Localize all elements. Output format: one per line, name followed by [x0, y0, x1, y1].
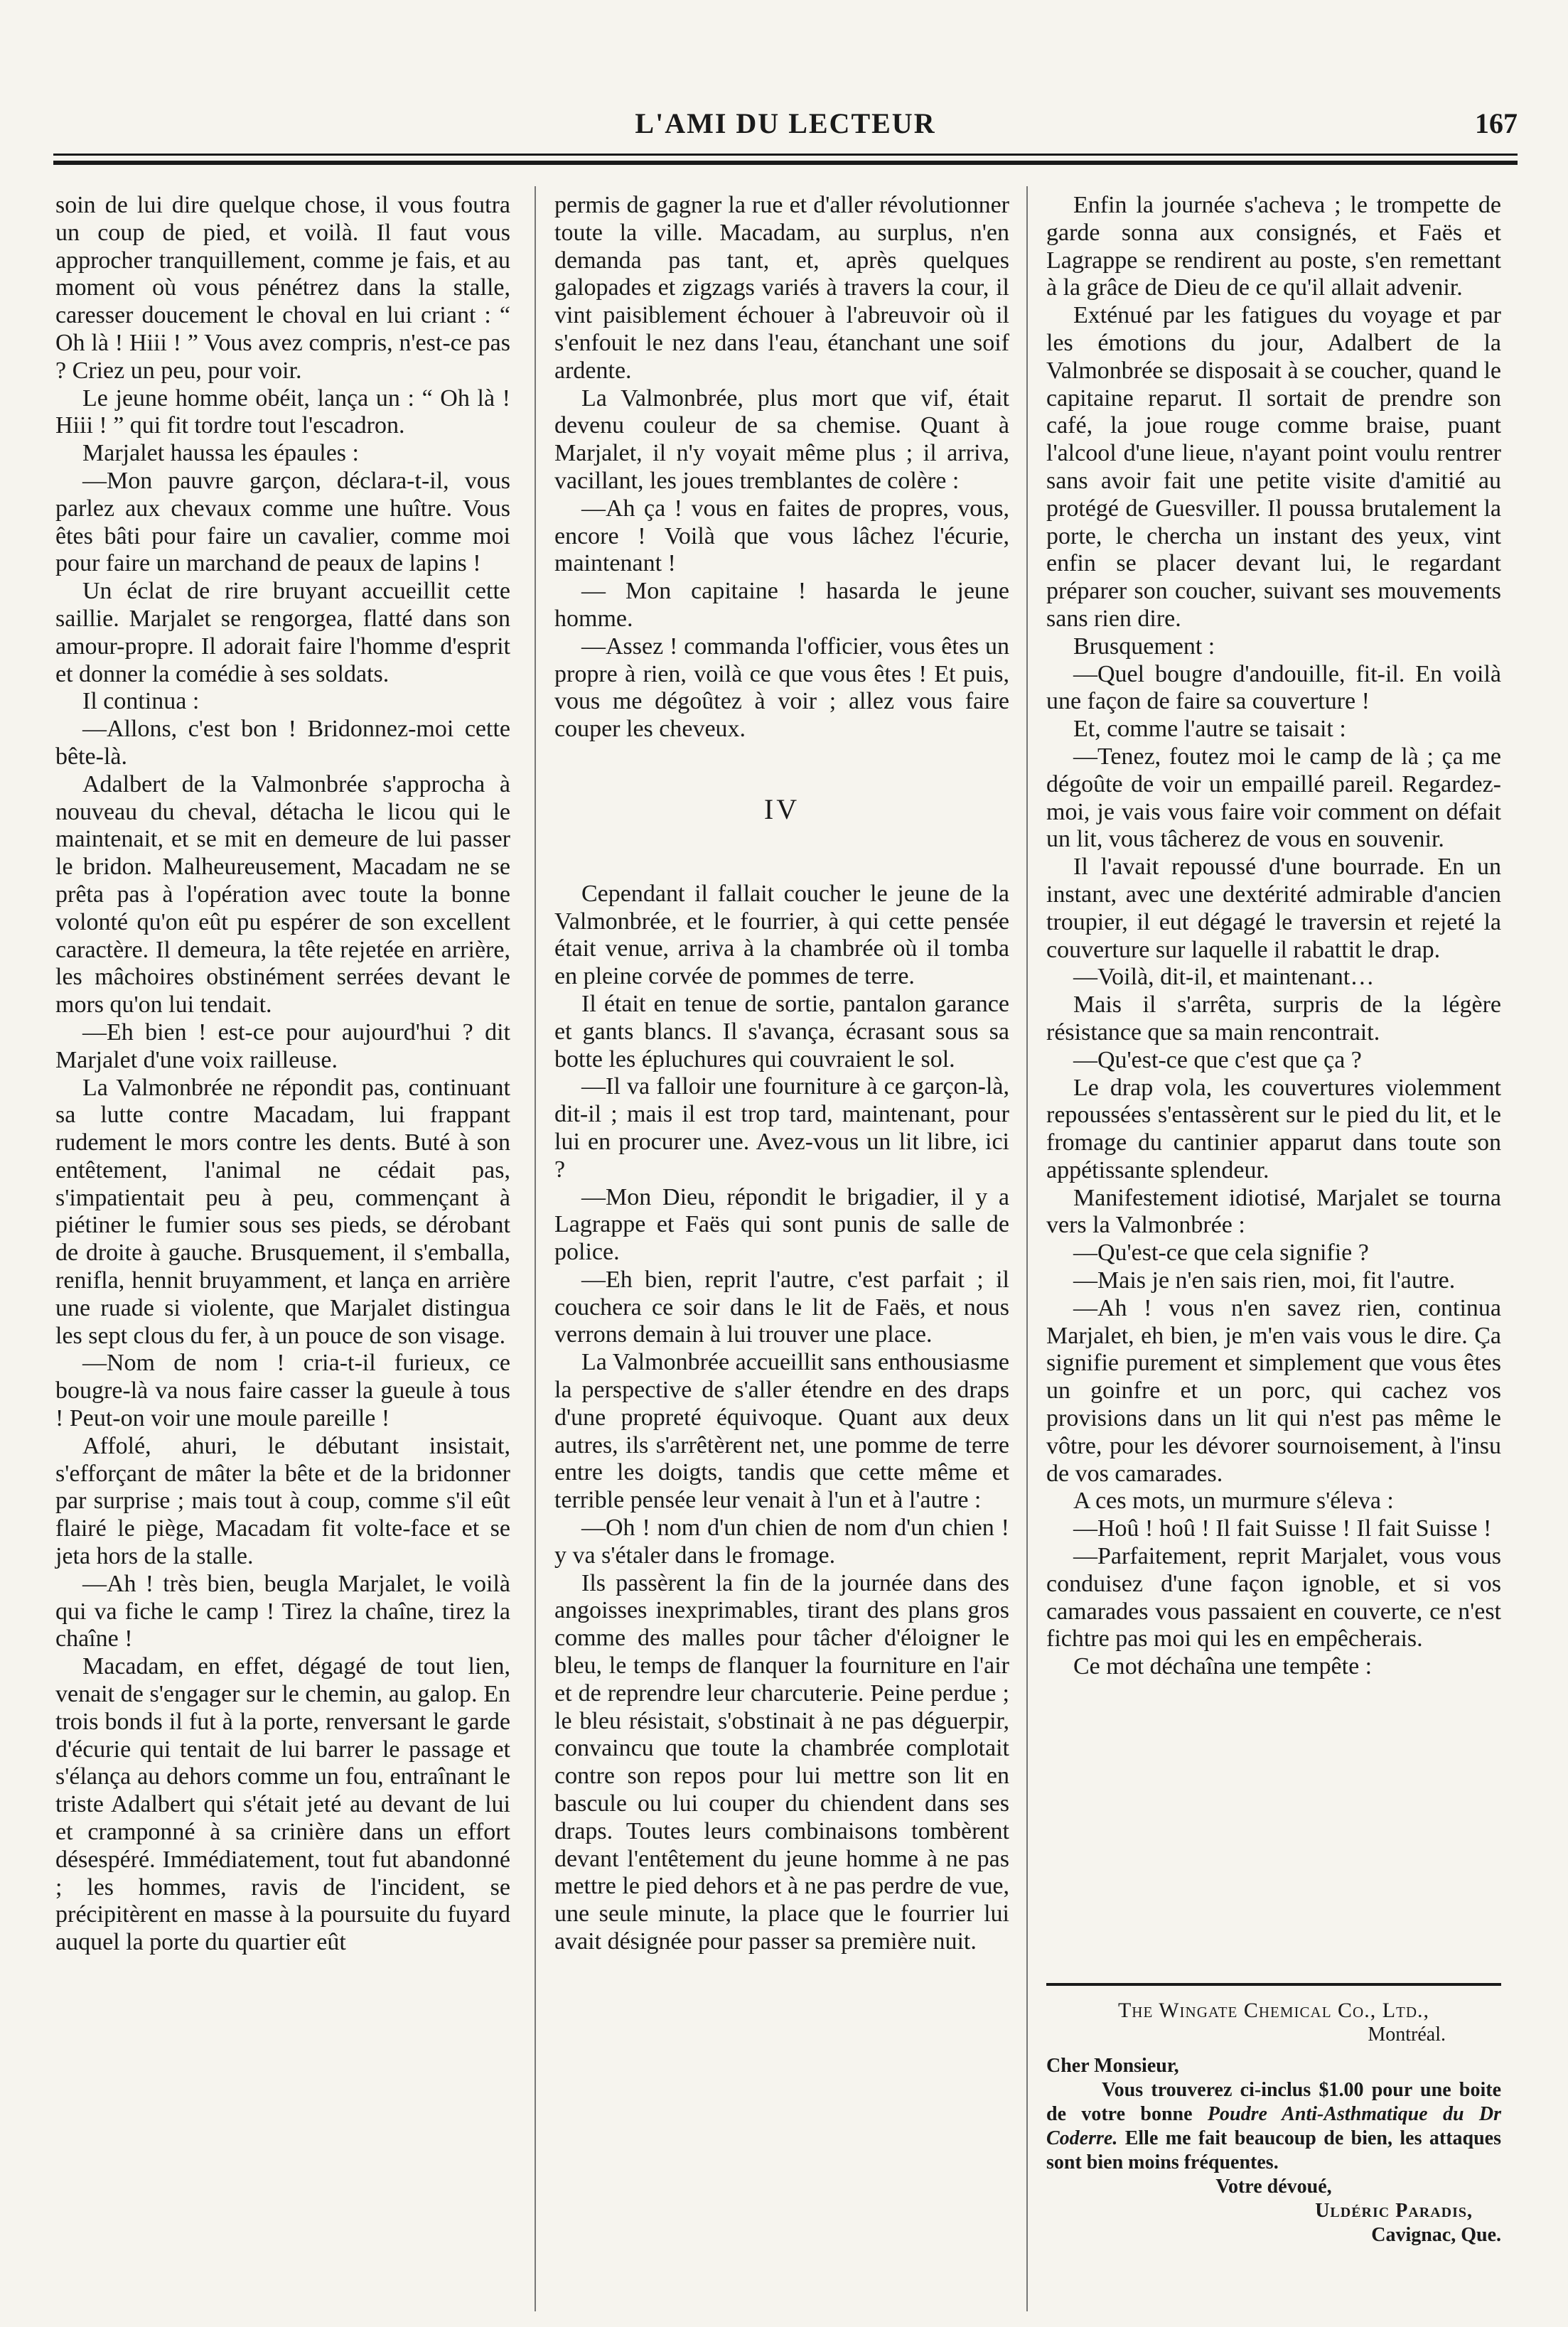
paragraph: Ils passèrent la fin de la journée dans des angoisses inexprimables, tirant des plans gros comme des malles pour tâcher d'éloigner le bleu, le temps de flanquer la fourniture en l'air et de reprendre leur charcuterie. Peine perdue ; le bleu résistait, s'obstinait à ne pas déguerpir, convaincu que toute la chambrée complotait contre son repos pour lui mettre son lit en bascule ou lui couper du chiendent dans ses draps. Toutes leurs combinaisons tombèrent devant l'entêtement du jeune homme à ne pas mettre le pied dehors et à ne pas perdre de vue, une seule minute, la place que le fourrier lui avait désignée pour passer sa première nuit.: [554, 1569, 1009, 1955]
ad-city: Montréal.: [1368, 2024, 1446, 2046]
column-2-bottom: [554, 881, 1009, 1956]
column-separator: [535, 186, 536, 2311]
advertisement-rule: [1046, 1983, 1501, 1986]
paragraph: —Qu'est-ce que c'est que ça ?: [1073, 1046, 1362, 1073]
paragraph: Affolé, ahuri, le débutant insistait, s'efforçant de mâter la bête et de la bridonner par surprise ; mais tout à coup, comme s'il eût flairé le piège, Macadam fit volte-face et se jeta hors de la stalle.: [55, 1432, 510, 1570]
advertisement: [1046, 1999, 1501, 2247]
ad-body-start: Vous trouverez ci-inclus $1.00 pour une boite de votre bonne: [1046, 2079, 1501, 2125]
paragraph: —Voilà, dit-il, et maintenant…: [1073, 964, 1375, 991]
paragraph: —Ah ! très bien, beugla Marjalet, le voilà qui va fiche le camp ! Tirez la chaîne, tirez la chaîne !: [55, 1570, 510, 1652]
paragraph: Ce mot déchaîna une tempête :: [1073, 1653, 1373, 1680]
page-number: 167: [1475, 107, 1518, 139]
running-head: [53, 107, 1518, 149]
paragraph: —Eh bien ! est-ce pour aujourd'hui ? dit Marjalet d'une voix railleuse.: [55, 1019, 510, 1073]
paragraph: —Assez ! commanda l'officier, vous êtes un propre à rien, voilà ce que vous êtes ! Et puis, vous me dégoûtez à voir ; allez vous faire couper les cheveux.: [554, 633, 1009, 743]
paragraph: —Mon pauvre garçon, déclara-t-il, vous parlez aux chevaux comme une huître. Vous êtes bâti pour faire un cavalier, comme moi pour faire un marchand de peaux de lapins !: [55, 467, 510, 577]
paragraph: Brusquement :: [1073, 633, 1215, 660]
paragraph: Mais il s'arrêta, surpris de la légère résistance que sa main rencontrait.: [1046, 991, 1501, 1046]
paragraph: —Tenez, foutez moi le camp de là ; ça me dégoûte de voir un empaillé pareil. Regardez-moi, je vais vous faire voir comment on défait un lit, vous tâcherez de vous en souvenir.: [1046, 743, 1501, 853]
paragraph: —Nom de nom ! cria-t-il furieux, ce bougre-là va nous faire casser la gueule à tous ! Peut-on voir une moule pareille !: [55, 1350, 510, 1432]
ad-body: [1046, 2078, 1501, 2175]
column-2-top: [554, 192, 1009, 743]
ad-product: Poudre Anti-Asthmatique du Dr Coderre.: [1046, 2103, 1501, 2149]
paragraph: Le drap vola, les couvertures violemment repoussées s'entassèrent sur le pied du lit, et le fromage du cantinier apparut dans toute son appétissante splendeur.: [1046, 1074, 1501, 1183]
paragraph: —Ah ! vous n'en savez rien, continua Marjalet, eh bien, je m'en vais vous le dire. Ça signifie purement et simplement que vous êtes un goinfre et un porc, qui cachez vos provisions dans un lit qui n'est pas même le vôtre, pour les dévorer sournoisement, à l'insu de vos camarades.: [1046, 1294, 1501, 1487]
paragraph: Un éclat de rire bruyant accueillit cette saillie. Marjalet se rengorgea, flatté dans son amour-propre. Il adorait faire l'homme d'esprit et donner la comédie à ses soldats.: [55, 578, 510, 687]
ad-signature: Uldéric Paradis,: [1315, 2200, 1473, 2222]
paragraph: La Valmonbrée ne répondit pas, continuant sa lutte contre Macadam, lui frappant rudement le mors contre les dents. Buté à son entêtement, l'animal ne cédait pas, s'impatientait peu à peu, commençant à piétiner le fumier sous ses pieds, se dérobant de droite à gauche. Brusquement, il s'emballa, renifla, hennit bruyamment, et lança en arrière une ruade si violente, que Marjalet distingua les sept clous du fer, à un pouce de son visage.: [55, 1074, 510, 1349]
paragraph: —Mais je n'en sais rien, moi, fit l'autre.: [1073, 1267, 1456, 1294]
ad-place: Cavignac, Que.: [1371, 2224, 1501, 2246]
paragraph: soin de lui dire quelque chose, il vous foutra un coup de pied, et voilà. Il faut vous approcher tranquillement, comme je fais, et au moment où vous pénétrez dans la stalle, caresser doucement le choval en lui criant : “ Oh là ! Hiii ! ” Vous avez compris, n'est-ce pas ? Criez un peu, pour voir.: [55, 192, 510, 384]
paragraph: —Hoû ! hoû ! Il fait Suisse ! Il fait Suisse !: [1073, 1515, 1492, 1542]
paragraph: — Mon capitaine ! hasarda le jeune homme.: [554, 578, 1009, 632]
paragraph: Exténué par les fatigues du voyage et par les émotions du jour, Adalbert de la Valmonbrée se disposait à se coucher, quand le capitaine reparut. Il sortait de prendre son café, la joue rouge comme braise, puant l'alcool d'une lieue, n'ayant point voulu rentrer sans avoir fait une petite visite d'amitié au protégé de Guesviller. Il poussa brutalement la porte, le chercha un instant des yeux, vint enfin se placer devant lui, le regardant préparer son coucher, suivant ses mouvements sans rien dire.: [1046, 302, 1501, 632]
paragraph: Et, comme l'autre se taisait :: [1073, 716, 1346, 743]
paragraph: Macadam, en effet, dégagé de tout lien, venait de s'engager sur le chemin, au galop. En trois bonds il fut à la porte, renversant le garde d'écurie qui tentait de lui barrer le passage et s'élança au dehors comme un fou, entraînant le triste Adalbert qui s'était jeté au devant de lui et cramponné à sa crinière dans un effort désespéré. Immédiatement, tout fut abandonné ; les hommes, ravis de l'incident, se précipitèrent en masse à la poursuite du fuyard auquel la porte du quartier eût: [55, 1653, 510, 1956]
paragraph: Manifestement idiotisé, Marjalet se tourna vers la Valmonbrée :: [1046, 1184, 1501, 1239]
column-separator: [1026, 186, 1028, 2311]
paragraph: Il l'avait repoussé d'une bourrade. En un instant, avec une dextérité admirable d'ancien troupier, il eut dégagé le traversin et rejeté la couverture sur laquelle il rabattit le drap.: [1046, 854, 1501, 963]
paragraph: —Qu'est-ce que cela signifie ?: [1073, 1240, 1369, 1267]
ad-company: The Wingate Chemical Co., Ltd.,: [1117, 1999, 1430, 2022]
column-2: [554, 192, 1009, 1956]
paragraph: Le jeune homme obéit, lança un : “ Oh là ! Hiii ! ” qui fit tordre tout l'escadron.: [55, 385, 510, 439]
paragraph: —Parfaitement, reprit Marjalet, vous vous conduisez d'une façon ignoble, et si vos camarades vous passaient en couverte, ce n'est fichtre pas moi qui les en empêcherais.: [1046, 1543, 1501, 1652]
ad-body-end: Elle me fait beaucoup de bien, les attaques sont bien moins fréquentes.: [1046, 2127, 1501, 2173]
header-rule-top: [53, 154, 1518, 156]
header-rule-bottom: [53, 161, 1518, 165]
paragraph: —Mon Dieu, répondit le brigadier, il y a Lagrappe et Faës qui sont punis de salle de police.: [554, 1183, 1009, 1266]
paragraph: La Valmonbrée accueillit sans enthousiasme la perspective de s'aller étendre en des draps d'une propreté équivoque. Quant aux deux autres, ils s'arrêtèrent net, une pomme de terre entre les doigts, tandis que cette même et terrible pensée leur venait à l'un et à l'autre :: [554, 1349, 1009, 1514]
paragraph: Il continua :: [82, 688, 200, 715]
ad-greeting: Cher Monsieur,: [1046, 2055, 1179, 2077]
column-1: [55, 192, 510, 1957]
paragraph: —Oh ! nom d'un chien de nom d'un chien ! y va s'étaler dans le fromage.: [554, 1515, 1009, 1569]
paragraph: —Quel bougre d'andouille, fit-il. En voilà une façon de faire sa couverture !: [1046, 660, 1501, 715]
paragraph: A ces mots, un murmure s'éleva :: [1073, 1488, 1394, 1515]
paragraph: —Il va falloir une fourniture à ce garçon-là, dit-il ; mais il est trop tard, maintenant, pour lui en procurer une. Avez-vous un lit libre, ici ?: [554, 1073, 1009, 1183]
paragraph: Adalbert de la Valmonbrée s'approcha à nouveau du cheval, détacha le licou qui le maintenait, et se mit en demeure de lui passer le bridon. Malheureusement, Macadam ne se prêta pas à l'opération avec toute la bonne volonté qu'on eût pu espérer de son excellent caractère. Il demeura, la tête rejetée en arrière, les mâchoires obstinément serrées devant le mors qu'on lui tendait.: [55, 770, 510, 1019]
paragraph: —Allons, c'est bon ! Bridonnez-moi cette bête-là.: [55, 716, 510, 770]
chapter-heading: IV: [763, 792, 800, 825]
paragraph: —Eh bien, reprit l'autre, c'est parfait ; il couchera ce soir dans le lit de Faës, et nous verrons demain à lui trouver une place.: [554, 1266, 1009, 1348]
ad-closing: Votre dévoué,: [1215, 2176, 1332, 2198]
paragraph: —Ah ça ! vous en faites de propres, vous, encore ! Voilà que vous lâchez l'écurie, maintenant !: [554, 495, 1009, 577]
paragraph: permis de gagner la rue et d'aller révolutionner toute la ville. Macadam, au surplus, n'en demanda pas tant, et, après quelques galopades et zigzags variés à travers la cour, il vint paisiblement échouer à l'abreuvoir où il s'enfouit le nez dans l'eau, étanchant une soif ardente.: [554, 192, 1009, 384]
paragraph: Marjalet haussa les épaules :: [82, 440, 359, 467]
paragraph: La Valmonbrée, plus mort que vif, était devenu couleur de sa chemise. Quant à Marjalet, il n'y voyait même plus ; il arriva, vacillant, les joues tremblantes de colère :: [554, 385, 1009, 494]
paragraph: Enfin la journée s'acheva ; le trompette de garde sonna aux consignés, et Faës et Lagrappe se rendirent au poste, s'en remettant à la grâce de Dieu de ce qu'il allait advenir.: [1046, 192, 1501, 301]
paragraph: Il était en tenue de sortie, pantalon garance et gants blancs. Il s'avança, écrasant sous sa botte les épluchures qui couvraient le sol.: [554, 990, 1009, 1073]
column-3: [1046, 192, 1501, 1681]
paragraph: Cependant il fallait coucher le jeune de la Valmonbrée, et le fourrier, à qui cette pensée était venue, arriva à la chambrée où il tomba en pleine corvée de pommes de terre.: [554, 880, 1009, 990]
page-title: L'AMI DU LECTEUR: [635, 107, 936, 139]
